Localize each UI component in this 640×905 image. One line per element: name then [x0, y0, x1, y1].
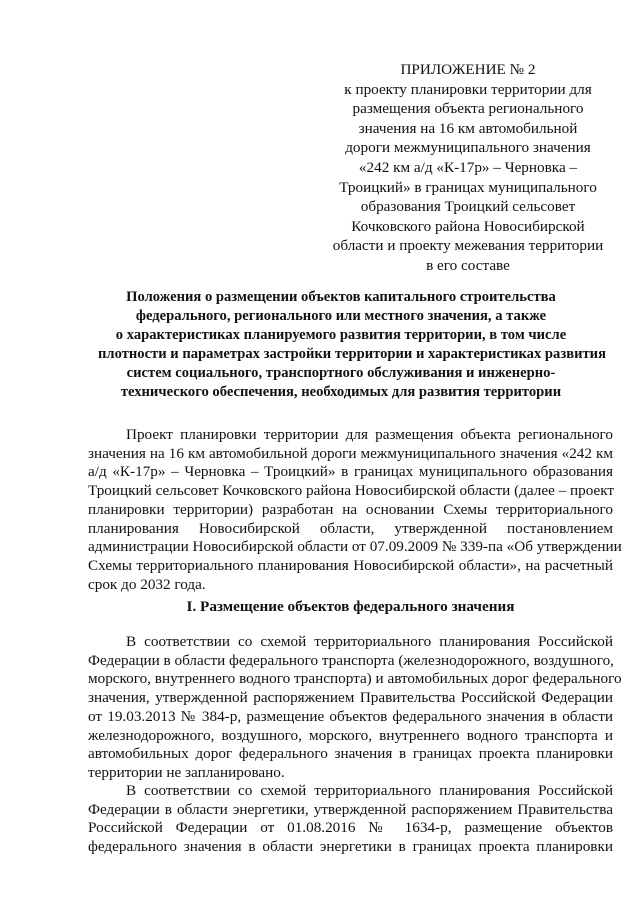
paragraph-line: Троицкий сельсовет Кочковского района Новосибирской области (далее – проект — [88, 482, 615, 500]
paragraph-line: федерального значения в области энергетики в границах проекта планировки — [88, 838, 613, 856]
appendix-line: области и проекту межевания территории — [332, 237, 604, 255]
heading-line: о характеристиках планируемого развития территории, в том числе — [115, 326, 567, 343]
paragraph-line: железнодорожного, воздушного, морского, внутреннего водного транспорта и — [88, 726, 613, 744]
paragraph-line: а/д «К-17р» – Черновка – Троицкий» в границах муниципального образования — [88, 463, 613, 481]
paragraph-line: планировки территории) разработан на основании Схемы территориального — [88, 500, 613, 518]
intro-paragraph — [88, 426, 622, 594]
appendix-line: «242 км а/д «К-17р» – Черновка – — [358, 158, 578, 176]
section-title: I. Размещение объектов федерального значения — [186, 598, 515, 615]
appendix-header — [318, 60, 618, 276]
paragraph-line: администрации Новосибирской области от 07.09.2009 № 339-па «Об утверждении — [88, 538, 622, 556]
section1-paragraph-1 — [88, 633, 622, 783]
paragraph-line: значения, утвержденной распоряжением Правительства Российской Федерации — [88, 689, 613, 707]
paragraph-line: Российской Федерации от 01.08.2016 № 1634-р, размещение объектов — [88, 819, 613, 837]
paragraph-line: планирования Новосибирской области, утвержденной постановлением — [88, 519, 613, 537]
appendix-line: в его составе — [426, 256, 510, 274]
paragraph-line: от 19.03.2013 № 384-р, размещение объектов федерального значения в области — [88, 707, 613, 725]
paragraph-line: срок до 2032 года. — [88, 575, 206, 593]
appendix-line: Кочковского района Новосибирской — [351, 217, 585, 235]
appendix-line: дороги межмуниципального значения — [345, 139, 591, 157]
paragraph-line: морского, внутреннего водного транспорта) и автомобильных дорог федерального — [88, 670, 622, 688]
section1-paragraph-2 — [88, 782, 613, 857]
heading-line: федерального, регионального или местного значения, а также — [135, 307, 547, 324]
appendix-line: образования Троицкий сельсовет — [360, 198, 576, 216]
appendix-line: размещения объекта регионального — [352, 100, 584, 118]
heading-line: Положения о размещении объектов капитального строительства — [126, 289, 556, 305]
paragraph-line: В соответствии со схемой территориального планирования Российской — [126, 633, 613, 650]
paragraph-line: Схемы территориального планирования Новосибирской области», на расчетный — [88, 556, 613, 574]
appendix-line: Троицкий» в границах муниципального — [339, 178, 597, 196]
heading-line: плотности и параметрах застройки территории и характеристиках развития — [98, 345, 606, 362]
paragraph-line: значения на 16 км автомобильной дороги межмуниципального значения «242 км — [88, 444, 613, 462]
paragraph-line: автомобильных дорог федерального значения в границах проекта планировки — [88, 745, 613, 763]
paragraph-line: Проект планировки территории для размещения объекта регионального — [126, 426, 613, 443]
paragraph-line: В соответствии со схемой территориального планирования Российской — [126, 782, 613, 799]
paragraph-line: Федерации в области энергетики, утвержденной распоряжением Правительства — [88, 800, 613, 818]
heading-line: технического обеспечения, необходимых для развития территории — [120, 383, 562, 400]
paragraph-line: территории не запланировано. — [88, 763, 285, 781]
appendix-line: к проекту планировки территории для — [344, 80, 592, 98]
heading-line: систем социального, транспортного обслуживания и инженерно- — [126, 364, 556, 381]
paragraph-line: Федерации в области федерального транспорта (железнодорожного, воздушного, — [88, 651, 614, 669]
appendix-line: значения на 16 км автомобильной — [358, 119, 578, 137]
document-heading — [98, 288, 606, 401]
appendix-title: ПРИЛОЖЕНИЕ № 2 — [400, 61, 536, 78]
